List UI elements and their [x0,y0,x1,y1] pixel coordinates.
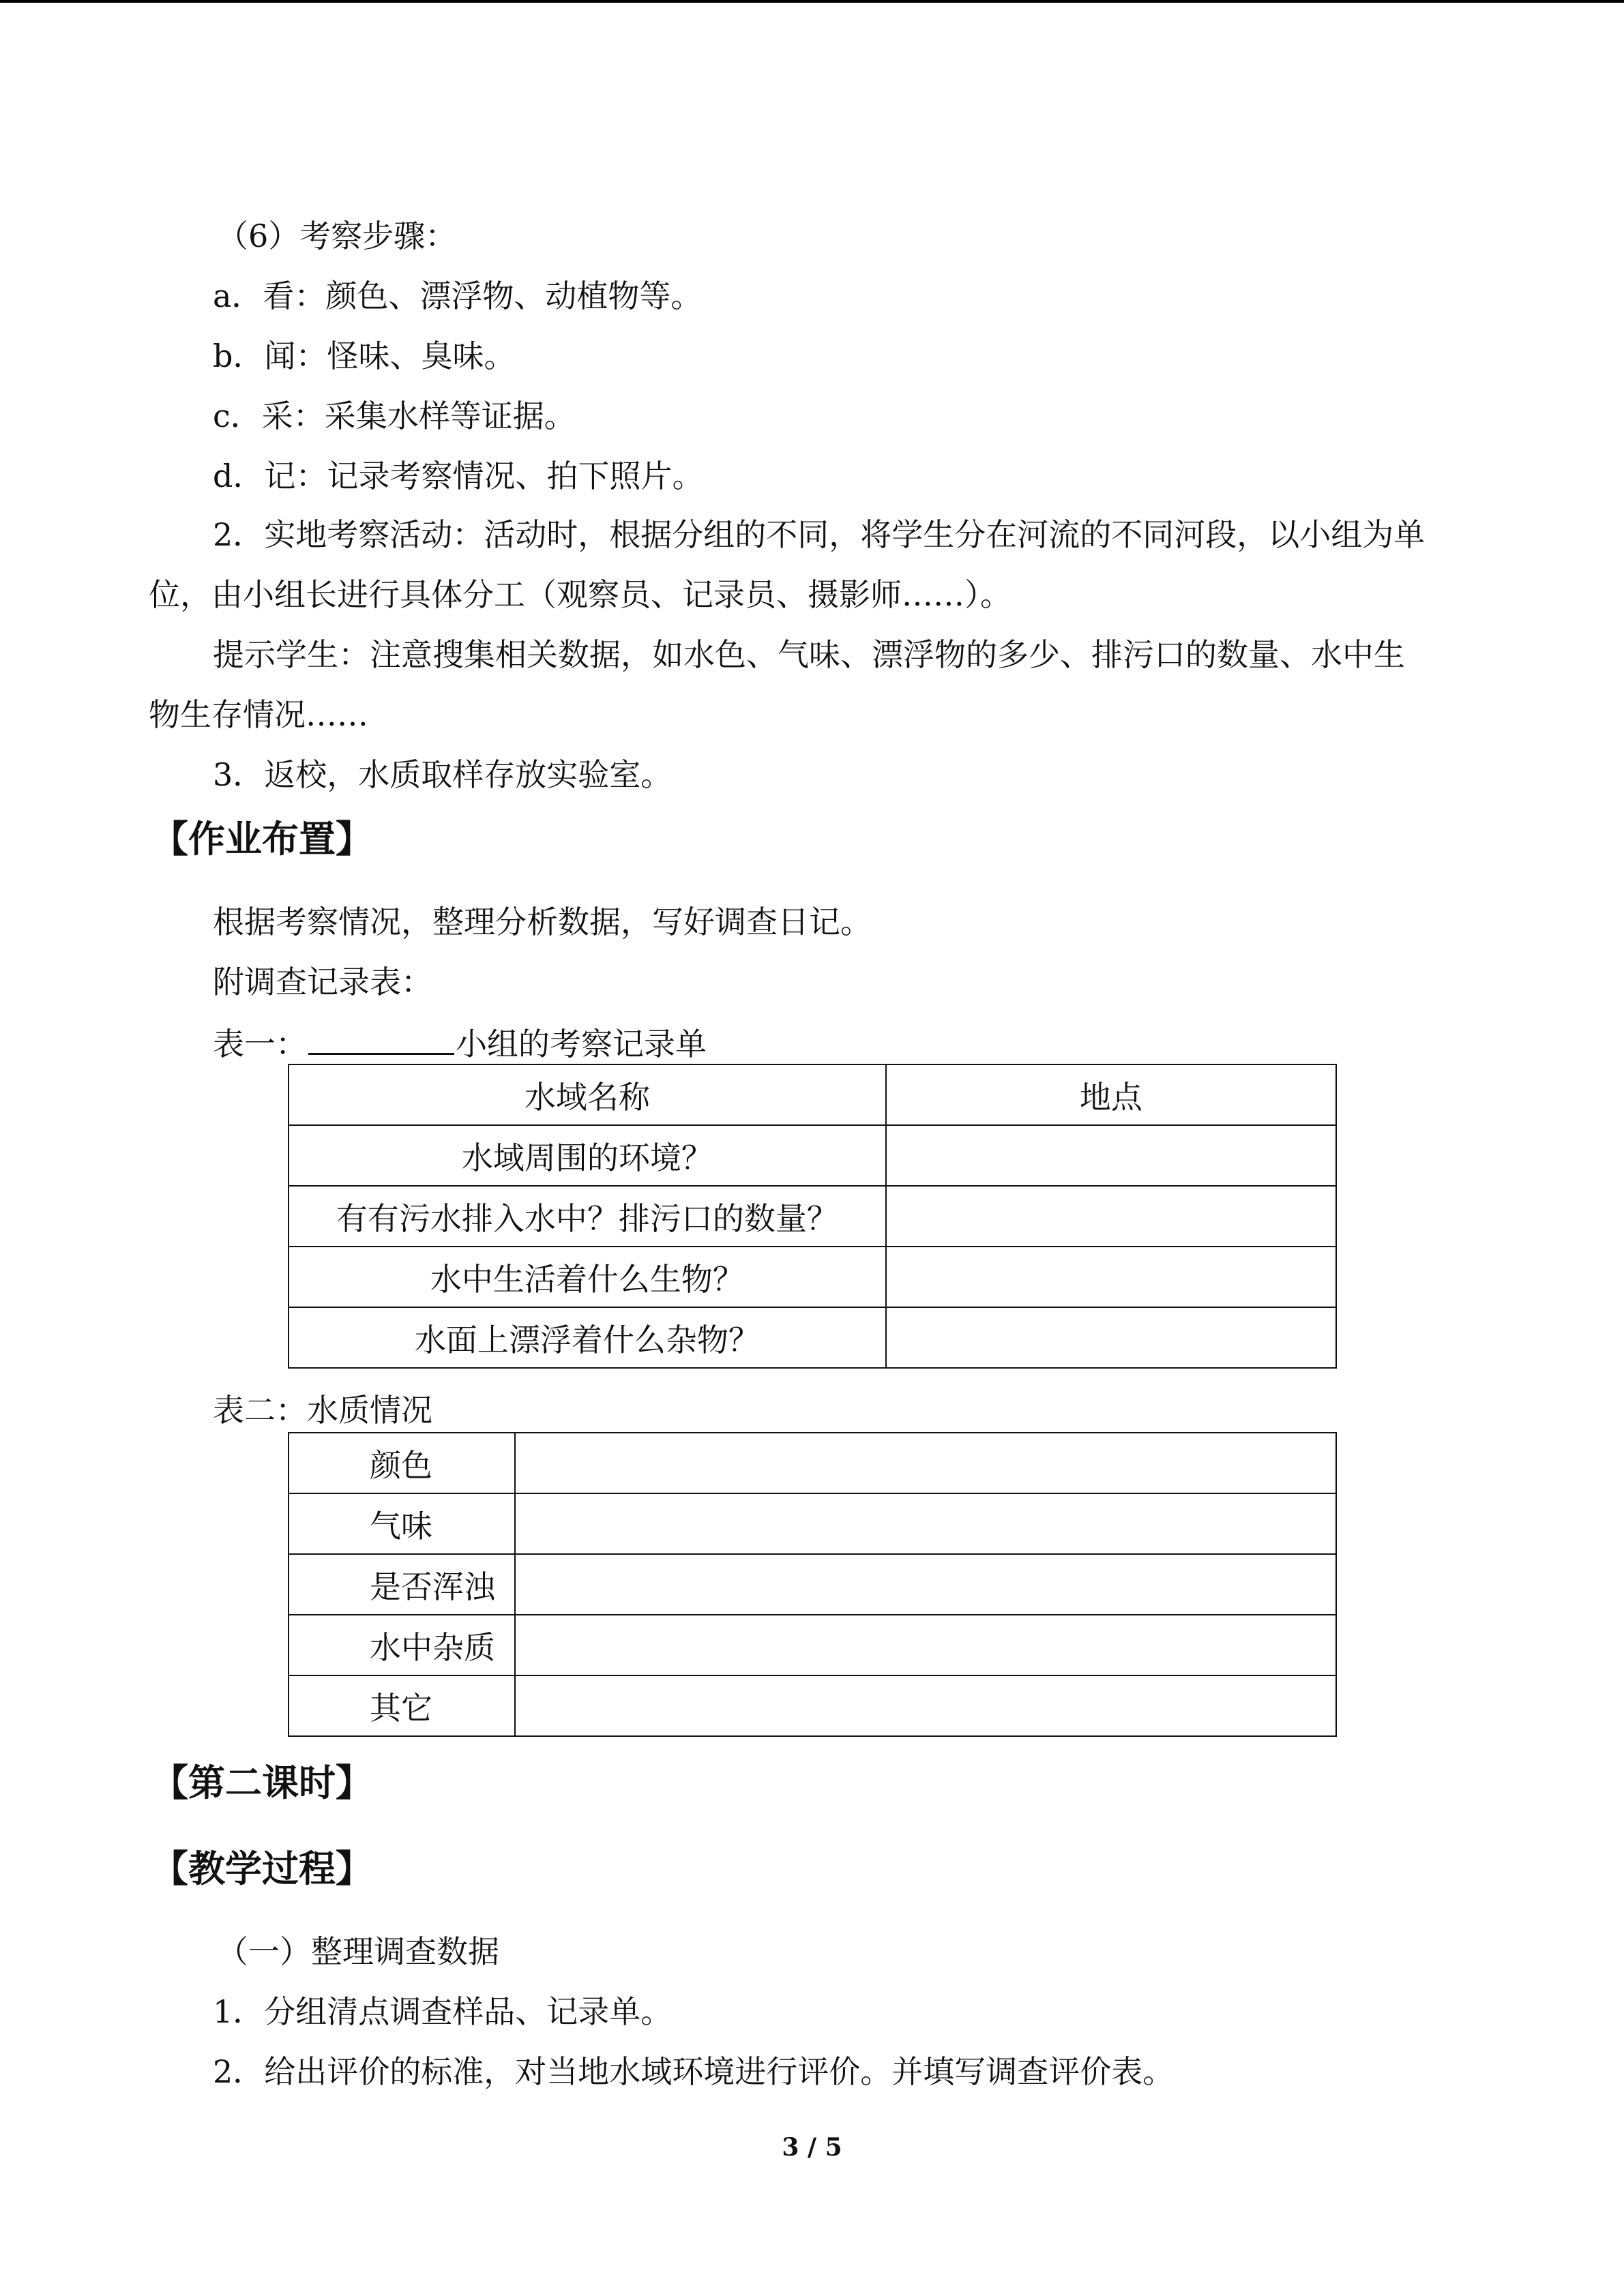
table-row [289,1247,1336,1307]
process-item-3: 2．给出评价的标准，对当地水域环境进行评价。并填写调查评价表。 [213,2053,1175,2090]
table-cell: 水面上漂浮着什么杂物？ [289,1307,886,1368]
table2-caption: 表二：水质情况 [213,1392,432,1429]
activity-line-1: 2．实地考察活动：活动时，根据分组的不同，将学生分在河流的不同河段，以小组为单 [213,516,1426,553]
steps-title: （6）考察步骤： [217,218,457,254]
table-empty-cell [886,1186,1336,1247]
table-empty-cell [515,1554,1336,1615]
table-cell: 是否浑浊 [289,1554,515,1615]
table-cell: 水域周围的环境？ [289,1125,886,1186]
page-number: 3 / 5 [782,2133,842,2162]
process-item-2: 1．分组清点调查样品、记录单。 [213,1993,673,2030]
table-row [289,1064,1336,1125]
table-empty-cell [515,1433,1336,1493]
water-quality-table [288,1432,1337,1737]
table1-caption [213,1022,707,1064]
hint-line-1: 提示学生：注意搜集相关数据，如水色、气味、漂浮物的多少、排污口的数量、水中生 [213,636,1405,673]
table-cell: 其它 [289,1675,515,1736]
table1-caption-prefix: 表一： [213,1026,307,1062]
group-name-blank [308,1022,454,1055]
table-header-cell: 水域名称 [289,1064,886,1125]
table1-caption-suffix: 小组的考察记录单 [456,1026,707,1062]
table-row [289,1433,1336,1493]
process-item-1: （一）整理调查数据 [217,1933,499,1970]
heading-homework: 【作业布置】 [151,818,372,861]
table-empty-cell [886,1125,1336,1186]
table-empty-cell [515,1493,1336,1554]
table-row [289,1186,1336,1247]
table-row [289,1615,1336,1675]
heading-lesson-2: 【第二课时】 [151,1761,372,1804]
table-empty-cell [886,1247,1336,1307]
return-line: 3．返校，水质取样存放实验室。 [213,756,673,793]
table-cell: 水中杂质 [289,1615,515,1675]
step-b: b．闻：怪味、臭味。 [213,338,516,374]
table-cell: 气味 [289,1493,515,1554]
hint-line-2: 物生存情况…… [149,696,368,733]
table-row [289,1307,1336,1368]
table-row [289,1493,1336,1554]
table-row [289,1125,1336,1186]
table-cell: 颜色 [289,1433,515,1493]
table-cell: 水中生活着什么生物？ [289,1247,886,1307]
table-empty-cell [515,1675,1336,1736]
step-d: d．记：记录考察情况、拍下照片。 [213,458,704,494]
table-empty-cell [886,1307,1336,1368]
table-empty-cell [515,1615,1336,1675]
step-a: a．看：颜色、漂浮物、动植物等。 [213,278,703,314]
heading-process: 【教学过程】 [151,1847,372,1890]
table-row [289,1675,1336,1736]
activity-line-2: 位，由小组长进行具体分工（观察员、记录员、摄影师……）。 [149,576,1012,613]
inspection-record-table [288,1064,1337,1369]
attach-text: 附调查记录表： [213,964,432,1000]
homework-text: 根据考察情况，整理分析数据，写好调查日记。 [213,904,872,940]
table-header-cell: 地点 [886,1064,1336,1125]
table-row [289,1554,1336,1615]
table-cell: 有有污水排入水中？排污口的数量？ [289,1186,886,1247]
step-c: c．采：采集水样等证据。 [213,398,576,434]
